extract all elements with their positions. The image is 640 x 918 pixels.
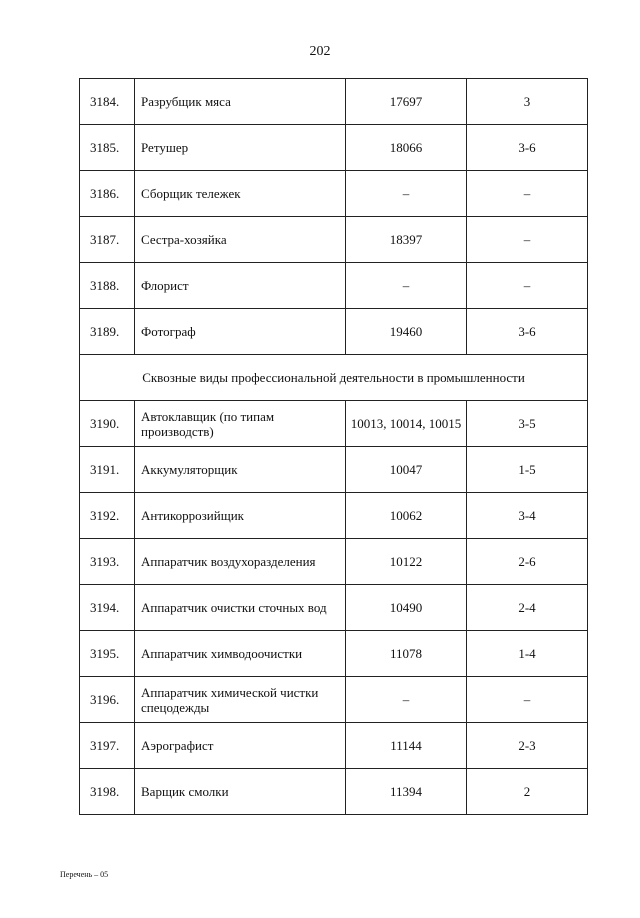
page-number: 202 [309, 44, 331, 59]
row-number: 3190. [80, 401, 135, 447]
profession-name: Сестра-хозяйка [135, 217, 346, 263]
row-number: 3185. [80, 125, 135, 171]
grade-range: 3 [467, 79, 588, 125]
row-number: 3189. [80, 309, 135, 355]
row-number: 3186. [80, 171, 135, 217]
table-row [80, 723, 588, 769]
grade-range: 1-5 [467, 447, 588, 493]
profession-name: Аппаратчик воздухоразделения [135, 539, 346, 585]
row-number: 3188. [80, 263, 135, 309]
grade-range: 3-5 [467, 401, 588, 447]
table-row [80, 217, 588, 263]
grade-range: – [467, 217, 588, 263]
grade-range: 2 [467, 769, 588, 815]
row-number: 3197. [80, 723, 135, 769]
grade-range: – [467, 263, 588, 309]
profession-name: Ретушер [135, 125, 346, 171]
row-number: 3193. [80, 539, 135, 585]
table-row [80, 309, 588, 355]
table-row [80, 585, 588, 631]
table-row [80, 171, 588, 217]
profession-code: 11394 [346, 769, 467, 815]
profession-name: Флорист [135, 263, 346, 309]
table-row [80, 401, 588, 447]
row-number: 3191. [80, 447, 135, 493]
table-row [80, 769, 588, 815]
grade-range: 2-4 [467, 585, 588, 631]
grade-range: – [467, 171, 588, 217]
section-heading: Сквозные виды профессиональной деятельности в промышленности [80, 355, 588, 401]
profession-code: 10490 [346, 585, 467, 631]
table-row [80, 677, 588, 723]
row-number: 3196. [80, 677, 135, 723]
table-row [80, 631, 588, 677]
profession-code: 17697 [346, 79, 467, 125]
profession-code: 10122 [346, 539, 467, 585]
grade-range: 3-6 [467, 309, 588, 355]
profession-code: 10062 [346, 493, 467, 539]
row-number: 3184. [80, 79, 135, 125]
row-number: 3192. [80, 493, 135, 539]
profession-name: Аппаратчик химической чистки спецодежды [135, 677, 346, 723]
row-number: 3198. [80, 769, 135, 815]
profession-code: – [346, 677, 467, 723]
profession-name: Антикоррозийщик [135, 493, 346, 539]
table-row [80, 125, 588, 171]
professions-table [79, 78, 588, 815]
profession-name: Аппаратчик химводоочистки [135, 631, 346, 677]
profession-name: Автоклавщик (по типам производств) [135, 401, 346, 447]
section-heading-row [80, 355, 588, 401]
footer-label: Перечень – 05 [60, 870, 109, 879]
profession-code: – [346, 263, 467, 309]
grade-range: 1-4 [467, 631, 588, 677]
profession-code: – [346, 171, 467, 217]
table-row [80, 539, 588, 585]
profession-name: Аппаратчик очистки сточных вод [135, 585, 346, 631]
grade-range: 3-6 [467, 125, 588, 171]
table-row [80, 447, 588, 493]
profession-name: Аккумуляторщик [135, 447, 346, 493]
profession-code: 11144 [346, 723, 467, 769]
profession-code: 11078 [346, 631, 467, 677]
profession-code: 18397 [346, 217, 467, 263]
grade-range: 2-6 [467, 539, 588, 585]
grade-range: – [467, 677, 588, 723]
profession-name: Фотограф [135, 309, 346, 355]
row-number: 3194. [80, 585, 135, 631]
table-row [80, 79, 588, 125]
grade-range: 3-4 [467, 493, 588, 539]
professions-table-container [79, 78, 587, 815]
profession-name: Разрубщик мяса [135, 79, 346, 125]
profession-code: 19460 [346, 309, 467, 355]
table-row [80, 263, 588, 309]
profession-name: Аэрографист [135, 723, 346, 769]
profession-name: Сборщик тележек [135, 171, 346, 217]
profession-code: 18066 [346, 125, 467, 171]
table-row [80, 493, 588, 539]
profession-name: Варщик смолки [135, 769, 346, 815]
grade-range: 2-3 [467, 723, 588, 769]
profession-code: 10047 [346, 447, 467, 493]
profession-code: 10013, 10014, 10015 [346, 401, 467, 447]
row-number: 3187. [80, 217, 135, 263]
row-number: 3195. [80, 631, 135, 677]
